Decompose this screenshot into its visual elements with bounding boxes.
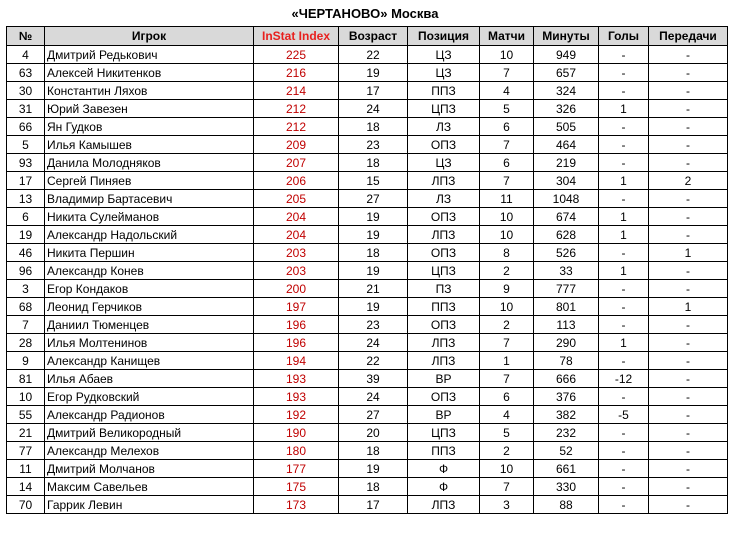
cell-minutes: 113 [534,316,599,334]
cell-player: Максим Савельев [45,478,254,496]
cell-assists: - [649,208,728,226]
cell-number: 10 [7,388,45,406]
cell-minutes: 666 [534,370,599,388]
table-row [7,262,728,280]
cell-number: 70 [7,496,45,514]
cell-position: ППЗ [408,298,480,316]
cell-assists: 1 [649,244,728,262]
cell-minutes: 526 [534,244,599,262]
cell-instat-index: 173 [254,496,339,514]
cell-minutes: 88 [534,496,599,514]
cell-assists: - [649,190,728,208]
header-goals: Голы [599,27,649,46]
cell-goals: - [599,298,649,316]
cell-minutes: 382 [534,406,599,424]
cell-goals: - [599,496,649,514]
table-row [7,172,728,190]
cell-assists: 2 [649,172,728,190]
cell-instat-index: 180 [254,442,339,460]
table-row [7,442,728,460]
cell-player: Александр Канищев [45,352,254,370]
cell-minutes: 505 [534,118,599,136]
cell-assists: - [649,136,728,154]
cell-goals: - [599,190,649,208]
cell-instat-index: 190 [254,424,339,442]
cell-instat-index: 203 [254,244,339,262]
cell-minutes: 52 [534,442,599,460]
cell-minutes: 801 [534,298,599,316]
table-row [7,244,728,262]
table-row [7,208,728,226]
cell-number: 96 [7,262,45,280]
cell-age: 22 [339,352,408,370]
cell-assists: - [649,262,728,280]
cell-player: Алексей Никитенков [45,64,254,82]
cell-matches: 10 [480,460,534,478]
cell-minutes: 661 [534,460,599,478]
table-row [7,352,728,370]
cell-instat-index: 197 [254,298,339,316]
cell-instat-index: 207 [254,154,339,172]
cell-minutes: 464 [534,136,599,154]
cell-position: ППЗ [408,442,480,460]
cell-number: 81 [7,370,45,388]
cell-minutes: 330 [534,478,599,496]
cell-age: 18 [339,442,408,460]
table-row [7,478,728,496]
cell-player: Александр Радионов [45,406,254,424]
cell-player: Дмитрий Редькович [45,46,254,64]
cell-player: Леонид Герчиков [45,298,254,316]
cell-age: 23 [339,316,408,334]
header-instat-index: InStat Index [254,27,339,46]
cell-number: 13 [7,190,45,208]
cell-assists: - [649,460,728,478]
player-stats-table [6,26,728,514]
cell-goals: - [599,424,649,442]
cell-goals: - [599,442,649,460]
cell-number: 5 [7,136,45,154]
cell-age: 19 [339,460,408,478]
cell-player: Константин Ляхов [45,82,254,100]
cell-minutes: 324 [534,82,599,100]
cell-goals: 1 [599,208,649,226]
cell-assists: - [649,478,728,496]
header-age: Возраст [339,27,408,46]
cell-instat-index: 193 [254,370,339,388]
cell-number: 68 [7,298,45,316]
cell-player: Егор Рудковский [45,388,254,406]
header-row [7,27,728,46]
cell-matches: 10 [480,208,534,226]
cell-instat-index: 206 [254,172,339,190]
table-title: «ЧЕРТАНОВО» Москва [291,6,439,21]
cell-player: Александр Надольский [45,226,254,244]
cell-position: ЦПЗ [408,424,480,442]
cell-player: Данила Молодняков [45,154,254,172]
cell-assists: - [649,82,728,100]
cell-position: ЛЗ [408,118,480,136]
cell-minutes: 777 [534,280,599,298]
cell-number: 9 [7,352,45,370]
cell-goals: - [599,136,649,154]
cell-assists: - [649,316,728,334]
cell-position: ЦПЗ [408,100,480,118]
cell-minutes: 304 [534,172,599,190]
cell-goals: - [599,478,649,496]
cell-matches: 10 [480,298,534,316]
cell-position: ЛПЗ [408,226,480,244]
cell-matches: 8 [480,244,534,262]
cell-minutes: 1048 [534,190,599,208]
cell-position: ОПЗ [408,244,480,262]
cell-position: ЛЗ [408,190,480,208]
cell-number: 31 [7,100,45,118]
cell-age: 15 [339,172,408,190]
cell-matches: 2 [480,442,534,460]
cell-instat-index: 225 [254,46,339,64]
cell-age: 27 [339,406,408,424]
cell-number: 4 [7,46,45,64]
cell-goals: 1 [599,100,649,118]
cell-age: 19 [339,298,408,316]
table-row [7,226,728,244]
cell-matches: 2 [480,316,534,334]
cell-age: 23 [339,136,408,154]
cell-player: Никита Першин [45,244,254,262]
cell-player: Александр Мелехов [45,442,254,460]
cell-age: 18 [339,154,408,172]
header-minutes: Минуты [534,27,599,46]
cell-matches: 10 [480,46,534,64]
cell-number: 55 [7,406,45,424]
cell-age: 22 [339,46,408,64]
table-row [7,370,728,388]
cell-instat-index: 212 [254,100,339,118]
cell-age: 19 [339,262,408,280]
cell-matches: 7 [480,370,534,388]
cell-instat-index: 214 [254,82,339,100]
header-assists: Передачи [649,27,728,46]
cell-number: 17 [7,172,45,190]
cell-minutes: 232 [534,424,599,442]
cell-position: ВР [408,406,480,424]
cell-matches: 7 [480,172,534,190]
cell-matches: 6 [480,118,534,136]
cell-position: ЦЗ [408,46,480,64]
cell-age: 24 [339,100,408,118]
cell-matches: 4 [480,406,534,424]
cell-position: ПЗ [408,280,480,298]
cell-player: Никита Сулейманов [45,208,254,226]
cell-matches: 1 [480,352,534,370]
cell-position: ОПЗ [408,316,480,334]
cell-position: ЦЗ [408,154,480,172]
cell-position: ППЗ [408,82,480,100]
cell-instat-index: 203 [254,262,339,280]
cell-position: Ф [408,460,480,478]
cell-instat-index: 194 [254,352,339,370]
cell-position: Ф [408,478,480,496]
cell-position: ЦПЗ [408,262,480,280]
table-row [7,316,728,334]
cell-number: 7 [7,316,45,334]
table-row [7,298,728,316]
cell-number: 11 [7,460,45,478]
cell-minutes: 33 [534,262,599,280]
cell-matches: 10 [480,226,534,244]
cell-matches: 11 [480,190,534,208]
cell-matches: 2 [480,262,534,280]
cell-number: 3 [7,280,45,298]
cell-assists: - [649,496,728,514]
cell-matches: 5 [480,424,534,442]
cell-instat-index: 209 [254,136,339,154]
cell-instat-index: 216 [254,64,339,82]
table-row [7,406,728,424]
cell-assists: - [649,334,728,352]
table-row [7,424,728,442]
cell-player: Александр Конев [45,262,254,280]
cell-goals: - [599,460,649,478]
table-row [7,82,728,100]
cell-player: Егор Кондаков [45,280,254,298]
cell-number: 46 [7,244,45,262]
cell-assists: - [649,370,728,388]
cell-position: ОПЗ [408,208,480,226]
cell-age: 21 [339,280,408,298]
cell-matches: 4 [480,82,534,100]
cell-minutes: 326 [534,100,599,118]
cell-assists: - [649,64,728,82]
cell-number: 30 [7,82,45,100]
cell-goals: -12 [599,370,649,388]
table-row [7,280,728,298]
cell-assists: - [649,118,728,136]
cell-matches: 7 [480,478,534,496]
cell-matches: 9 [480,280,534,298]
table-row [7,64,728,82]
cell-age: 19 [339,64,408,82]
cell-age: 18 [339,244,408,262]
cell-position: ЛПЗ [408,352,480,370]
cell-age: 17 [339,82,408,100]
cell-position: ЛПЗ [408,172,480,190]
cell-minutes: 219 [534,154,599,172]
header-player: Игрок [45,27,254,46]
cell-number: 21 [7,424,45,442]
cell-age: 19 [339,226,408,244]
cell-assists: - [649,280,728,298]
cell-matches: 6 [480,388,534,406]
cell-matches: 3 [480,496,534,514]
cell-minutes: 376 [534,388,599,406]
header-position: Позиция [408,27,480,46]
cell-player: Даниил Тюменцев [45,316,254,334]
cell-instat-index: 204 [254,226,339,244]
cell-goals: 1 [599,172,649,190]
cell-instat-index: 192 [254,406,339,424]
cell-player: Илья Абаев [45,370,254,388]
cell-goals: - [599,280,649,298]
cell-instat-index: 177 [254,460,339,478]
cell-instat-index: 175 [254,478,339,496]
cell-minutes: 628 [534,226,599,244]
table-row [7,334,728,352]
cell-age: 39 [339,370,408,388]
cell-matches: 7 [480,136,534,154]
cell-assists: - [649,424,728,442]
table-row [7,388,728,406]
cell-age: 24 [339,388,408,406]
header-number: № [7,27,45,46]
cell-number: 28 [7,334,45,352]
cell-number: 63 [7,64,45,82]
cell-minutes: 290 [534,334,599,352]
cell-player: Юрий Завезен [45,100,254,118]
cell-goals: -5 [599,406,649,424]
table-row [7,46,728,64]
cell-instat-index: 200 [254,280,339,298]
cell-position: ОПЗ [408,136,480,154]
cell-goals: - [599,352,649,370]
cell-assists: - [649,226,728,244]
cell-matches: 6 [480,154,534,172]
cell-minutes: 657 [534,64,599,82]
cell-instat-index: 205 [254,190,339,208]
table-row [7,190,728,208]
table-row [7,460,728,478]
cell-goals: - [599,118,649,136]
cell-assists: - [649,352,728,370]
cell-minutes: 949 [534,46,599,64]
cell-age: 19 [339,208,408,226]
cell-number: 6 [7,208,45,226]
cell-player: Дмитрий Великородный [45,424,254,442]
cell-goals: - [599,46,649,64]
cell-assists: 1 [649,298,728,316]
table-row [7,100,728,118]
cell-goals: 1 [599,334,649,352]
cell-assists: - [649,154,728,172]
cell-age: 20 [339,424,408,442]
cell-goals: - [599,64,649,82]
cell-position: ОПЗ [408,388,480,406]
cell-instat-index: 204 [254,208,339,226]
cell-instat-index: 193 [254,388,339,406]
cell-goals: - [599,244,649,262]
cell-assists: - [649,100,728,118]
cell-position: ВР [408,370,480,388]
cell-goals: - [599,388,649,406]
cell-goals: - [599,316,649,334]
cell-assists: - [649,442,728,460]
table-row [7,496,728,514]
cell-age: 17 [339,496,408,514]
cell-goals: - [599,82,649,100]
cell-number: 14 [7,478,45,496]
cell-matches: 7 [480,64,534,82]
cell-player: Илья Камышев [45,136,254,154]
cell-player: Дмитрий Молчанов [45,460,254,478]
cell-assists: - [649,406,728,424]
cell-age: 18 [339,478,408,496]
cell-minutes: 78 [534,352,599,370]
cell-goals: - [599,154,649,172]
cell-number: 77 [7,442,45,460]
cell-instat-index: 196 [254,334,339,352]
cell-number: 93 [7,154,45,172]
cell-minutes: 674 [534,208,599,226]
cell-number: 19 [7,226,45,244]
cell-player: Гаррик Левин [45,496,254,514]
cell-age: 27 [339,190,408,208]
table-row [7,118,728,136]
cell-age: 24 [339,334,408,352]
cell-player: Владимир Бартасевич [45,190,254,208]
cell-player: Ян Гудков [45,118,254,136]
cell-matches: 7 [480,334,534,352]
cell-player: Сергей Пиняев [45,172,254,190]
cell-instat-index: 212 [254,118,339,136]
header-matches: Матчи [480,27,534,46]
cell-goals: 1 [599,226,649,244]
cell-position: ЛПЗ [408,334,480,352]
table-row [7,136,728,154]
cell-assists: - [649,46,728,64]
cell-instat-index: 196 [254,316,339,334]
cell-age: 18 [339,118,408,136]
cell-goals: 1 [599,262,649,280]
cell-player: Илья Молтенинов [45,334,254,352]
table-row [7,154,728,172]
cell-matches: 5 [480,100,534,118]
cell-assists: - [649,388,728,406]
cell-position: ЦЗ [408,64,480,82]
cell-number: 66 [7,118,45,136]
cell-position: ЛПЗ [408,496,480,514]
